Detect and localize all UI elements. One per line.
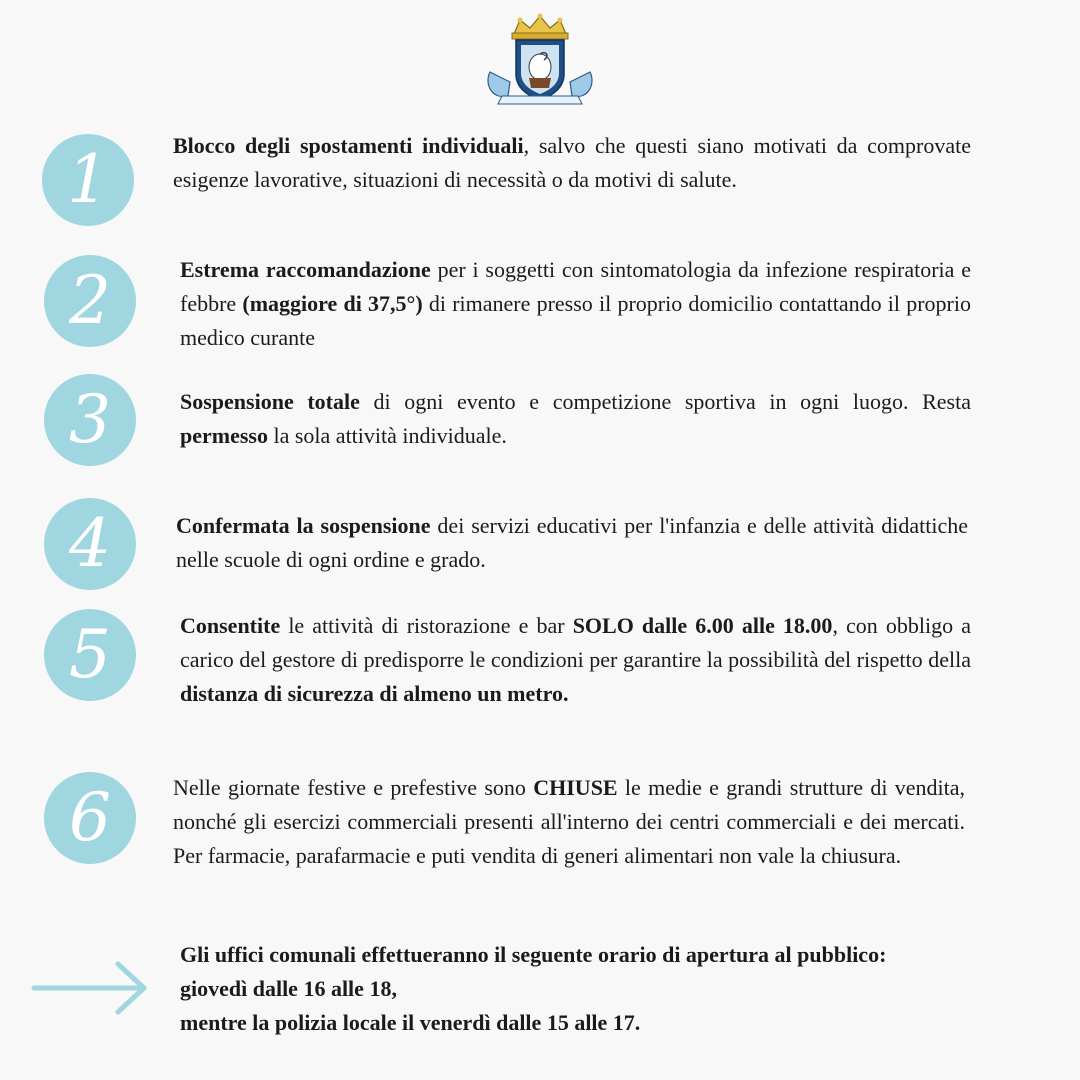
- measure-paragraph-4: [176, 509, 968, 577]
- number-badge-4: 4: [44, 498, 136, 590]
- measure-5-text-middle: , con obbligo a carico del gestore di predisporre le condizioni per garantire la possibilità del rispetto della: [180, 613, 971, 672]
- number-badge-2: 2: [44, 255, 136, 347]
- office-hours-line-2: giovedì dalle 16 alle 18,: [180, 976, 397, 1001]
- number-badge-6: 6: [44, 772, 136, 864]
- measure-6-text: Nelle giornate festive e prefestive sono: [173, 775, 534, 800]
- measure-6-bold-chiuse: CHIUSE: [533, 775, 618, 800]
- measure-paragraph-1: [173, 129, 971, 197]
- measure-5-bold-hours: SOLO dalle 6.00 alle 18.00: [572, 613, 833, 638]
- measure-3-bold-permesso: permesso: [180, 423, 268, 448]
- number-badge-1: 1: [42, 134, 134, 226]
- measure-4-bold: Confermata la sospensione: [176, 513, 431, 538]
- measure-2-text: per i soggetti con sintomatologia da infezione respiratoria e febbre: [180, 257, 971, 316]
- office-hours-line-1: Gli uffici comunali effettueranno il seguente orario di apertura al pubblico:: [180, 942, 887, 967]
- measure-6-text-end: le medie e grandi strutture di vendita, nonché gli esercizi commerciali presenti all'interno dei centri commerciali e dei mercati. Per farmacie, parafarmacie e puti vendita di generi alimentari non vale la chiusura.: [173, 775, 966, 868]
- measure-5-text: le attività di ristorazione e bar: [280, 613, 573, 638]
- measure-1-bold: Blocco degli spostamenti individuali: [173, 133, 524, 158]
- measure-1-text: , salvo che questi siano motivati da comprovate esigenze lavorative, situazioni di necessità o da motivi di salute.: [173, 133, 971, 192]
- number-badge-3: 3: [44, 374, 136, 466]
- measure-paragraph-2: [180, 253, 971, 355]
- measure-5-bold-distance: distanza di sicurezza di almeno un metro.: [180, 681, 569, 706]
- measure-3-bold: Sospensione totale: [180, 389, 360, 414]
- office-hours-notice: [180, 938, 1060, 1040]
- measure-2-bold-temperature: (maggiore di 37,5°): [242, 291, 423, 316]
- measure-3-text: di ogni evento e competizione sportiva in ogni luogo. Resta: [359, 389, 971, 414]
- measure-4-text: dei servizi educativi per l'infanzia e delle attività didattiche nelle scuole di ogni ordine e grado.: [176, 513, 968, 572]
- measure-paragraph-3: [180, 385, 971, 453]
- right-arrow-icon: [30, 958, 150, 1018]
- measure-3-text-end: la sola attività individuale.: [267, 423, 507, 448]
- measure-2-bold: Estrema raccomandazione: [180, 257, 431, 282]
- measure-paragraph-6: [173, 771, 965, 873]
- measure-2-text-end: di rimanere presso il proprio domicilio contattando il proprio medico curante: [180, 291, 971, 350]
- municipal-crest-logo: [480, 12, 600, 108]
- measure-paragraph-5: [180, 609, 971, 711]
- number-badge-5: 5: [44, 609, 136, 701]
- office-hours-line-3: mentre la polizia locale il venerdì dalle 15 alle 17.: [180, 1010, 641, 1035]
- measure-5-bold: Consentite: [180, 613, 281, 638]
